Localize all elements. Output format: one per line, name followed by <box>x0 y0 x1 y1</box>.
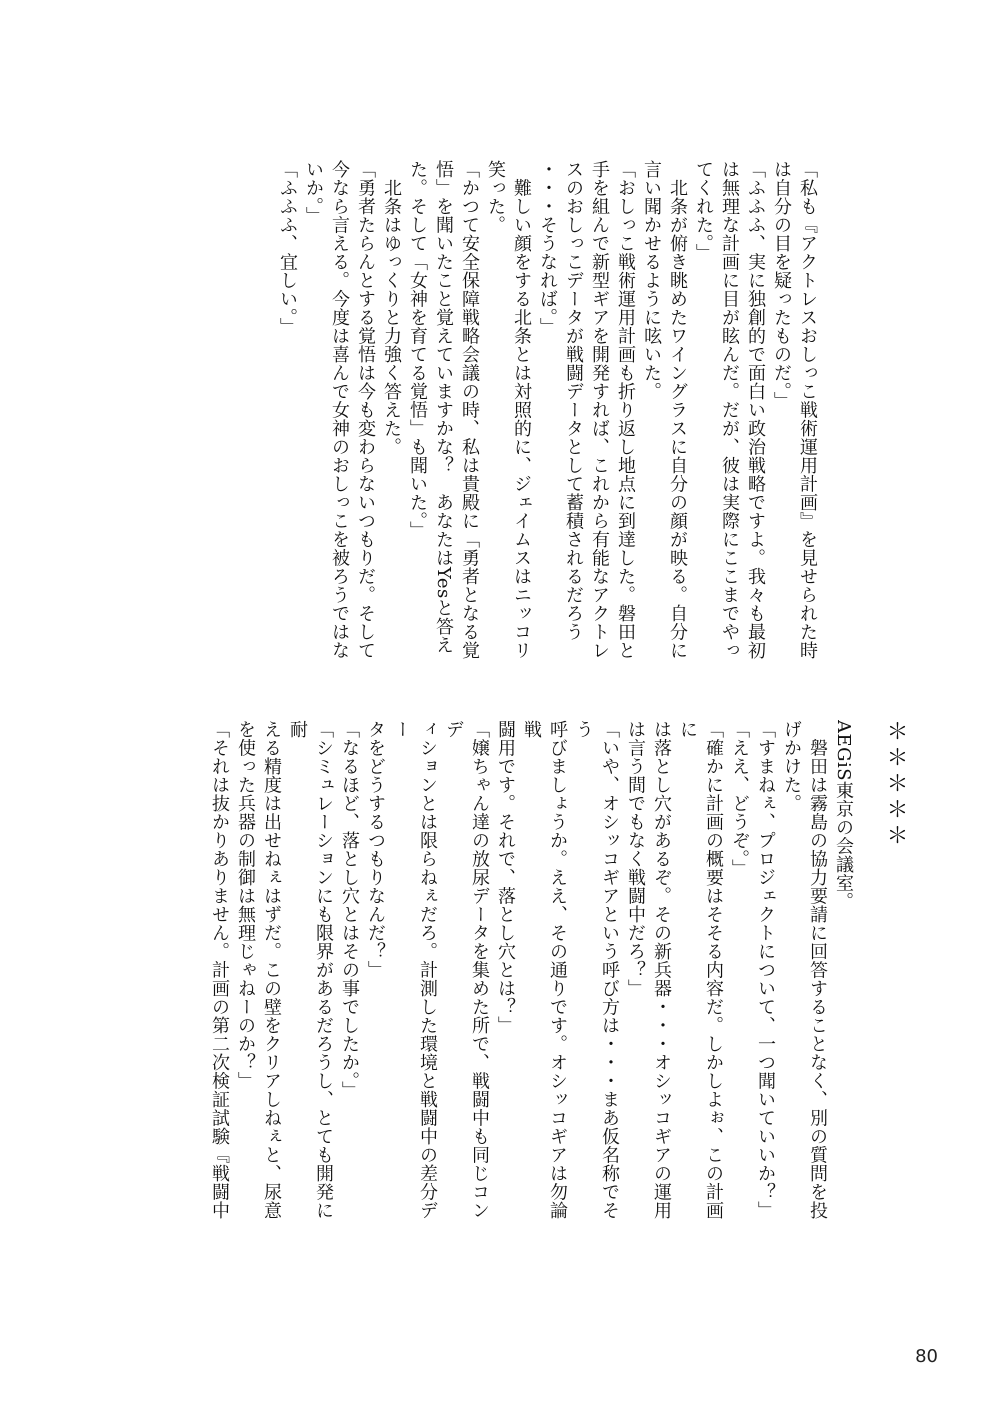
text-line: 「ふふふ、実に独創的で面白い政治戦略ですよ。我々も最初 <box>745 160 766 660</box>
text-line: 今なら言える。今度は喜んで女神のおしっこを被ろうではな <box>329 160 350 660</box>
text-line: 手を組んで新型ギアを開発すれば、これから有能なアクトレ <box>589 160 610 660</box>
text-line: スのおしっこデータが戦闘データとして蓄積されるだろう <box>563 160 584 641</box>
page-number: 80 <box>915 1346 938 1367</box>
text-line: を使った兵器の制御は無理じゃねーのか？」 <box>235 720 256 1090</box>
text-line: 北条はゆっくりと力強く答えた。 <box>381 160 402 456</box>
text-line: 「勇者たらんとする覚悟は今も変わらないつもりだ。そして <box>355 160 376 660</box>
text-line: 言い聞かせるように呟いた。 <box>641 160 662 401</box>
text-line: タをどうするつもりなんだ？」 <box>365 720 386 979</box>
text-line: てくれた。」 <box>693 160 714 262</box>
text-line: 「ええ、どうぞ。」 <box>729 720 750 878</box>
text-line: いか。」 <box>303 160 324 225</box>
text-line: 「いや、オシッコギアという呼び方は・・・まあ仮名称でそう <box>573 720 620 1220</box>
upper-text-block <box>180 160 820 660</box>
text-line: AEGiS東京の会議室。 <box>833 720 854 911</box>
section-break: ＊＊＊＊＊ <box>883 720 908 850</box>
text-line: 闘用です。それで、落とし穴とは？」 <box>495 720 516 1035</box>
text-line <box>856 720 882 1230</box>
text-line: 磐田は霧島の協力要請に回答することなく、別の質問を投 <box>807 720 828 1220</box>
text-line: げかけた。 <box>781 720 802 813</box>
text-line: 「嬢ちゃん達の放尿データを集めた所で、戦闘中も同じコンデ <box>443 720 490 1220</box>
text-line: は自分の目を疑ったものだ。」 <box>771 160 792 410</box>
text-line: 呼びましょうか。ええ、その通りです。オシッコギアは勿論戦 <box>521 720 568 1220</box>
text-line: は無理な計画に目が眩んだ。だが、彼は実際にここまでやっ <box>719 160 740 660</box>
text-line: 「それは抜かりありません。計画の第二次検証試験『戦闘中 <box>209 720 230 1220</box>
lower-text-block <box>168 720 908 1230</box>
text-line: 「確かに計画の概要はそそる内容だ。しかしよぉ、この計画に <box>677 720 724 1220</box>
text-line: 「私も『アクトレスおしっこ戦術運用計画』を見せられた時 <box>797 160 818 660</box>
text-line: 「なるほど、落とし穴とはその事でしたか。」 <box>339 720 360 1100</box>
text-line: は言う間でもなく戦闘中だろ？」 <box>625 720 646 998</box>
text-line: は落とし穴があるぞ。その新兵器・・・オシッコギアの運用 <box>651 720 672 1220</box>
text-line: ・・・そうなれば。」 <box>537 160 558 336</box>
text-line: える精度は出せねぇはずだ。この壁をクリアしねぇと、尿意 <box>261 720 282 1220</box>
text-line: 「かつて安全保障戦略会議の時、私は貴殿に「勇者となる覚 <box>459 160 480 660</box>
text-line: た。そして「女神を育てる覚悟」も聞いた。」 <box>407 160 428 540</box>
text-line: 「ふふふ、宜しい。」 <box>277 160 298 336</box>
text-line: 笑った。 <box>485 160 506 234</box>
text-line: 「おしっこ戦術運用計画も折り返し地点に到達した。磐田と <box>615 160 636 660</box>
text-line: 北条が俯き眺めたワイングラスに自分の顔が映る。自分に <box>667 160 688 660</box>
text-line: 「すまねぇ、プロジェクトについて、一つ聞いていいか？」 <box>755 720 776 1220</box>
text-line: ィションとは限らねぇだろ。計測した環境と戦闘中の差分デー <box>391 720 438 1220</box>
text-line: 難しい顔をする北条とは対照的に、ジェイムスはニッコリ <box>511 160 532 660</box>
text-line: 悟」を聞いたこと覚えていますかな？ あなたはYesと答え <box>433 160 454 655</box>
text-line: 「シミュレーションにも限界があるだろうし、とても開発に耐 <box>287 720 334 1220</box>
